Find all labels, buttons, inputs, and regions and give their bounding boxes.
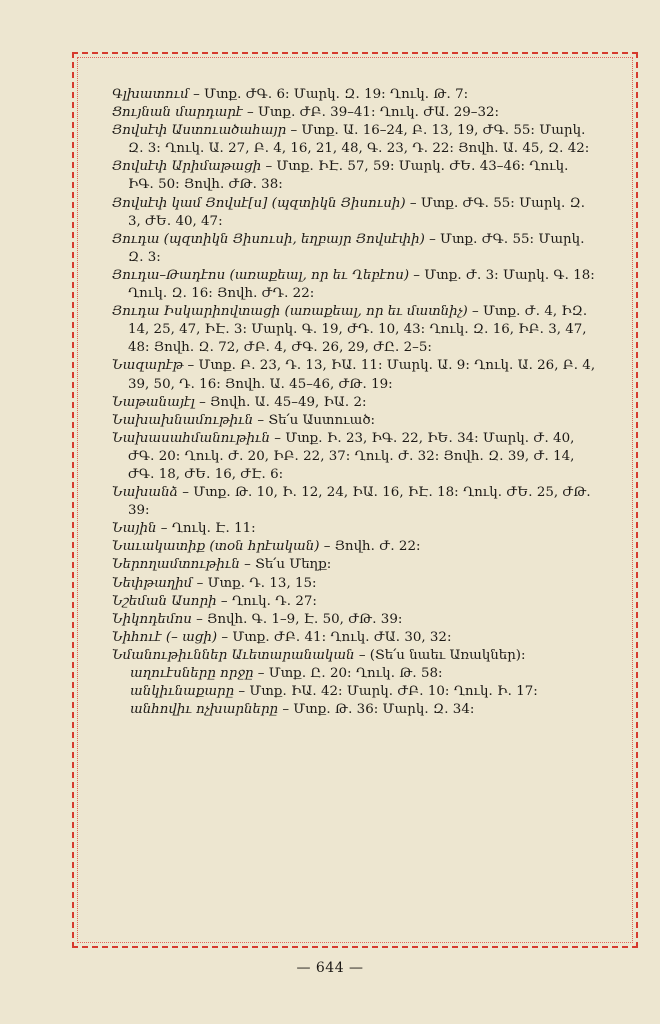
entry-refs: – Մտք․ ԻԷ․ 57, 59։ Մարկ․ ԺԵ․ 43–46։ Ղուկ․ ԻԳ․ 50։ Յովհ․ ԺԹ․ 38։ xyxy=(128,159,569,193)
entry-title: Նեփթաղիմ xyxy=(112,575,193,591)
entry-refs: – Մտք․ Ա․ 16–24, Բ․ 13, 19, ԺԳ․ 55։ Մարկ․ Զ․ 3։ Ղուկ․ Ա․ 27, Բ․ 4, 16, 21, 48, Գ․ 23, Դ․ 22։ Յովհ․ Ա․ 45, Զ․ 42։ xyxy=(128,123,590,157)
entry-refs: – Մտք․ Բ․ 23, Դ․ 13, ԻԱ․ 11։ Մարկ․ Ա․ 9։ Ղուկ․ Ա․ 26, Բ․ 4, 39, 50, Դ․ 16։ Յովհ․ Ա․ 45–46, ԺԹ․ 19։ xyxy=(128,358,596,392)
index-subentry xyxy=(112,683,596,701)
index-entry xyxy=(112,629,596,647)
index-entry xyxy=(112,520,596,538)
entry-note: (առաքեալ, որ եւ Ղեբէոս) xyxy=(225,267,410,283)
entry-refs: – Մտք․ ԺԲ․ 39–41։ Ղուկ․ ԺԱ․ 29–32։ xyxy=(242,105,500,121)
entry-title: Յուդա Իսկարիովտացի xyxy=(112,304,281,320)
entry-note: (առաքեալ, որ եւ մատնիչ) xyxy=(280,304,468,320)
entry-refs: – Մտք․ ԺԲ․ 41։ Ղուկ․ ԺԱ․ 30, 32։ xyxy=(217,629,452,645)
index-entry xyxy=(112,158,596,194)
entry-note: (պզտիկն Յիսուսի, եղբայր Յովսէփի) xyxy=(159,231,425,247)
entry-title: աղուէսները որջը xyxy=(130,666,254,681)
entry-refs: – Ղուկ․ Է․ 11։ xyxy=(156,521,256,537)
entry-title: Յովսէփ կամ Յովսէ[ս] xyxy=(112,195,268,211)
index-entry xyxy=(112,86,596,104)
index-entry xyxy=(112,412,596,430)
entry-refs: – Տե՛ս Մեղք։ xyxy=(239,557,332,573)
index-subentry xyxy=(112,701,596,719)
index-subentry xyxy=(112,665,596,683)
entry-refs: – Յովհ․ Ա․ 45–49, ԻԱ․ 2։ xyxy=(194,394,367,410)
entry-refs: – Յովհ․ Ժ․ 22։ xyxy=(319,539,421,555)
entry-title: Նախախնամութիւն xyxy=(112,412,254,428)
entry-title: անկիւնաքարը xyxy=(130,684,235,700)
entry-title: Նային xyxy=(112,521,157,537)
entry-title: Նազարէթ xyxy=(112,358,184,374)
index-entry xyxy=(112,357,596,393)
entry-refs: – Ղուկ․ Դ․ 27։ xyxy=(216,593,317,609)
index-entry xyxy=(112,303,596,357)
index-entry xyxy=(112,611,596,629)
index-entry xyxy=(112,394,596,412)
entry-refs: – Մտք․ Ժ․ 3։ Մարկ․ Գ․ 18։ Ղուկ․ Զ․ 16։ Յովհ․ ԺԴ․ 22։ xyxy=(128,267,595,302)
entry-refs: – Յովհ․ Գ․ 1–9, Է․ 50, ԺԹ․ 39։ xyxy=(191,611,403,627)
entry-title: Ցույնան մարդարէ xyxy=(112,105,243,121)
entry-title: Գլխատում xyxy=(112,87,189,102)
entry-title: Նիհուէ xyxy=(112,629,162,645)
entry-refs: – Մտք․ ԺԳ․ 55։ Մարկ․ Զ․ 3, ԺԵ․ 40, 47։ xyxy=(128,195,586,229)
index-entry xyxy=(112,195,596,231)
entry-note: (– ացի) xyxy=(161,629,218,645)
index-entry xyxy=(112,647,596,665)
index-entry xyxy=(112,231,596,267)
index-entry xyxy=(112,122,596,158)
index-entry xyxy=(112,575,596,593)
entry-title: Նախանձ xyxy=(112,485,179,501)
entry-refs: – Մտք․ Թ․ 36։ Մարկ․ Զ․ 34։ xyxy=(278,702,475,718)
index-entry xyxy=(112,104,596,122)
page-number: — 644 — xyxy=(296,960,364,976)
entry-title: Յովսէփ Արիմաթացի xyxy=(112,159,262,175)
entry-title: Նշեման Ասորի xyxy=(112,593,217,609)
entry-refs: – Տե՛ս Աստուած։ xyxy=(253,412,376,428)
index-entry xyxy=(112,430,596,484)
entry-refs: – Մտք․ Ը․ 20։ Ղուկ․ Թ․ 58։ xyxy=(253,666,443,681)
index-list xyxy=(112,86,596,719)
entry-refs: – Մտք․ ԻԱ․ 42։ Մարկ․ ԺԲ․ 10։ Ղուկ․ Ի․ 17։ xyxy=(234,684,538,700)
index-entry xyxy=(112,484,596,520)
entry-title: Նաւակատիք xyxy=(112,539,206,555)
entry-note: (տօն հրէական) xyxy=(205,539,320,555)
entry-note: (պզտիկն Յիսուսի) xyxy=(267,195,406,211)
entry-title: Յովսէփ Աստուածահայր xyxy=(112,123,287,139)
entry-refs: – Մտք․ Թ․ 10, Ի․ 12, 24, ԻԱ․ 16, ԻԷ․ 18։ Ղուկ․ ԺԵ․ 25, ԺԹ․ 39։ xyxy=(128,485,591,519)
entry-title: Նիկոդեմոս xyxy=(112,611,192,627)
index-entry xyxy=(112,556,596,574)
entry-refs: – Մտք․ Դ․ 13, 15։ xyxy=(192,575,317,591)
entry-title: Յուդա–Թադէոս xyxy=(112,267,226,283)
index-entry xyxy=(112,538,596,556)
entry-refs: – Մտք․ ԺԳ․ 6։ Մարկ․ Զ․ 19։ Ղուկ․ Թ․ 7։ xyxy=(188,87,469,102)
index-entry xyxy=(112,267,596,303)
entry-refs: – Մտք․ ԺԳ․ 55։ Մարկ․ Զ․ 3։ xyxy=(128,231,585,265)
entry-refs: – Մտք․ Ժ․ 4, ԻԶ․ 14, 25, 47, ԻԷ․ 3։ Մարկ․ Գ․ 19, ԺԴ․ 10, 43։ Ղուկ․ Զ․ 16, ԻԲ․ 3, 47, 48։ Յովհ․ Զ․ 72, ԺԲ․ 4, ԺԳ․ 26, 29, ԺԸ․ 2–5։ xyxy=(128,304,588,356)
entry-title: Նմանութիւններ Աւետարանական xyxy=(112,647,355,663)
entry-refs: – (Տե՛ս նաեւ Առակներ)։ xyxy=(354,647,526,663)
entry-title: Յուդա xyxy=(112,231,160,247)
index-entry xyxy=(112,593,596,611)
entry-title: Ներողամտութիւն xyxy=(112,557,240,573)
entry-refs: – Մտք․ Ի․ 23, ԻԳ․ 22, ԻԵ․ 34։ Մարկ․ Ժ․ 40, ԺԳ․ 20։ Ղուկ․ Ժ․ 20, ԻԲ․ 22, 37։ Ղուկ․ Ժ․ 32։ Յովհ․ Զ․ 39, Ժ․ 14, ԺԳ․ 18, ԺԵ․ 16, ԺԷ․ 6։ xyxy=(128,430,575,482)
entry-title: անհովիւ ոչխարները xyxy=(130,702,279,718)
entry-title: Նախասահմանութիւն xyxy=(112,430,270,446)
entry-title: Նաթանայէլ xyxy=(112,394,195,410)
